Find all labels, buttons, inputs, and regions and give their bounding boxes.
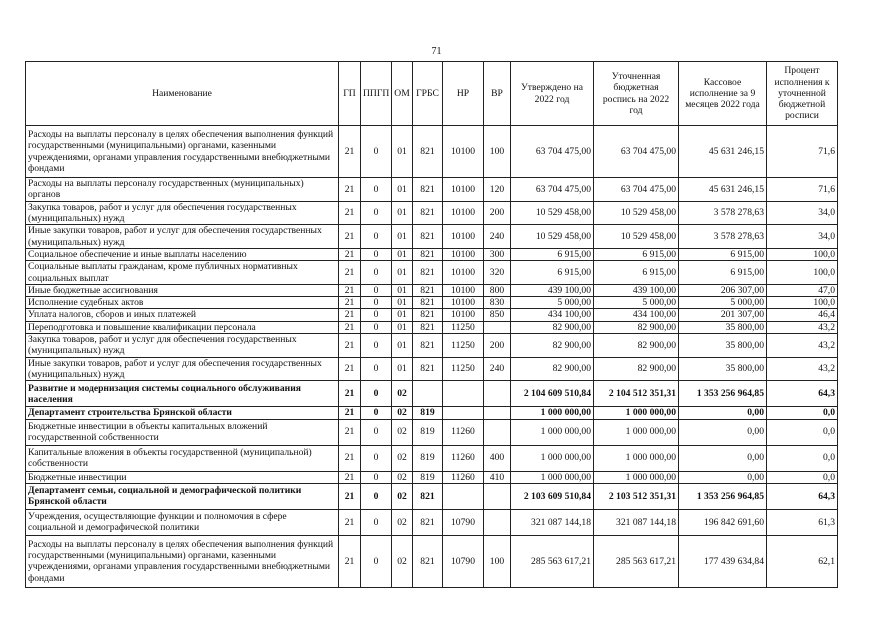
cell-name: Закупка товаров, работ и услуг для обеспечения государственных (муниципальных) нужд bbox=[26, 334, 339, 358]
cell-grbs: 819 bbox=[413, 419, 443, 445]
cell-name: Переподготовка и повышение квалификации персонала bbox=[26, 321, 339, 333]
cell-vr bbox=[484, 321, 511, 333]
table-row bbox=[26, 509, 838, 535]
cell-ppgp: 0 bbox=[361, 261, 392, 285]
cell-gp: 21 bbox=[339, 419, 361, 445]
table-row bbox=[26, 178, 838, 202]
cell-grbs: 821 bbox=[413, 201, 443, 225]
cell-ppgp: 0 bbox=[361, 445, 392, 471]
cell-grbs: 821 bbox=[413, 509, 443, 535]
cell-vr bbox=[484, 407, 511, 419]
cell-name: Иные закупки товаров, работ и услуг для обеспечения государственных (муниципальных) нужд bbox=[26, 357, 339, 381]
cell-refined: 285 563 617,21 bbox=[594, 535, 679, 587]
cell-np: 11260 bbox=[443, 471, 484, 483]
cell-np: 11250 bbox=[443, 334, 484, 358]
budget-execution-table bbox=[25, 61, 838, 588]
table-row bbox=[26, 248, 838, 260]
cell-refined: 82 900,00 bbox=[594, 357, 679, 381]
cell-approved: 1 000 000,00 bbox=[511, 407, 594, 419]
cell-ppgp: 0 bbox=[361, 225, 392, 249]
cell-np: 11260 bbox=[443, 419, 484, 445]
cell-ppgp: 0 bbox=[361, 284, 392, 296]
cell-ppgp: 0 bbox=[361, 334, 392, 358]
cell-np: 10790 bbox=[443, 535, 484, 587]
cell-vr: 800 bbox=[484, 284, 511, 296]
cell-refined: 1 000 000,00 bbox=[594, 445, 679, 471]
cell-ppgp: 0 bbox=[361, 407, 392, 419]
cell-np: 10100 bbox=[443, 261, 484, 285]
cell-approved: 82 900,00 bbox=[511, 321, 594, 333]
cell-name: Расходы на выплаты персоналу в целях обеспечения выполнения функций государственными (муниципальными) органами, казенными учреждениями, органами управления государственными внебюджетными фондами bbox=[26, 126, 339, 178]
cell-name: Исполнение судебных актов bbox=[26, 297, 339, 309]
cell-cash: 35 800,00 bbox=[679, 321, 767, 333]
cell-cash: 0,00 bbox=[679, 471, 767, 483]
cell-cash: 206 307,00 bbox=[679, 284, 767, 296]
cell-gp: 21 bbox=[339, 407, 361, 419]
cell-approved: 285 563 617,21 bbox=[511, 535, 594, 587]
cell-percent: 64,3 bbox=[767, 483, 838, 509]
cell-approved: 6 915,00 bbox=[511, 261, 594, 285]
cell-percent: 100,0 bbox=[767, 297, 838, 309]
cell-cash: 1 353 256 964,85 bbox=[679, 381, 767, 407]
cell-percent: 34,0 bbox=[767, 201, 838, 225]
cell-gp: 21 bbox=[339, 445, 361, 471]
cell-grbs: 821 bbox=[413, 483, 443, 509]
cell-refined: 439 100,00 bbox=[594, 284, 679, 296]
cell-cash: 0,00 bbox=[679, 419, 767, 445]
header-om: ОМ bbox=[392, 62, 413, 126]
cell-cash: 0,00 bbox=[679, 445, 767, 471]
cell-percent: 100,0 bbox=[767, 261, 838, 285]
cell-gp: 21 bbox=[339, 471, 361, 483]
cell-np: 10100 bbox=[443, 297, 484, 309]
header-gp: ГП bbox=[339, 62, 361, 126]
header-grbs: ГРБС bbox=[413, 62, 443, 126]
cell-gp: 21 bbox=[339, 535, 361, 587]
cell-approved: 434 100,00 bbox=[511, 309, 594, 321]
cell-gp: 21 bbox=[339, 381, 361, 407]
cell-percent: 71,6 bbox=[767, 178, 838, 202]
cell-om: 01 bbox=[392, 225, 413, 249]
table-row bbox=[26, 225, 838, 249]
table-row bbox=[26, 535, 838, 587]
cell-refined: 82 900,00 bbox=[594, 334, 679, 358]
cell-np: 11250 bbox=[443, 321, 484, 333]
header-refined: Уточненная бюджетная роспись на 2022 год bbox=[594, 62, 679, 126]
cell-cash: 177 439 634,84 bbox=[679, 535, 767, 587]
cell-name: Закупка товаров, работ и услуг для обеспечения государственных (муниципальных) нужд bbox=[26, 201, 339, 225]
cell-grbs: 821 bbox=[413, 334, 443, 358]
cell-name: Социальные выплаты гражданам, кроме публичных нормативных социальных выплат bbox=[26, 261, 339, 285]
cell-np: 10790 bbox=[443, 509, 484, 535]
cell-refined: 5 000,00 bbox=[594, 297, 679, 309]
cell-approved: 321 087 144,18 bbox=[511, 509, 594, 535]
cell-percent: 0,0 bbox=[767, 471, 838, 483]
cell-om: 02 bbox=[392, 407, 413, 419]
cell-ppgp: 0 bbox=[361, 126, 392, 178]
cell-refined: 1 000 000,00 bbox=[594, 471, 679, 483]
cell-om: 01 bbox=[392, 321, 413, 333]
cell-name: Бюджетные инвестиции bbox=[26, 471, 339, 483]
header-np: НР bbox=[443, 62, 484, 126]
cell-om: 02 bbox=[392, 483, 413, 509]
cell-percent: 0,0 bbox=[767, 445, 838, 471]
cell-gp: 21 bbox=[339, 334, 361, 358]
cell-ppgp: 0 bbox=[361, 381, 392, 407]
cell-ppgp: 0 bbox=[361, 471, 392, 483]
page-number: 71 bbox=[431, 46, 442, 57]
cell-cash: 35 800,00 bbox=[679, 334, 767, 358]
cell-ppgp: 0 bbox=[361, 297, 392, 309]
header-vr: ВР bbox=[484, 62, 511, 126]
table-row bbox=[26, 334, 838, 358]
cell-name: Уплата налогов, сборов и иных платежей bbox=[26, 309, 339, 321]
cell-grbs: 821 bbox=[413, 126, 443, 178]
cell-vr: 120 bbox=[484, 178, 511, 202]
cell-grbs: 819 bbox=[413, 445, 443, 471]
cell-om: 01 bbox=[392, 297, 413, 309]
cell-np bbox=[443, 407, 484, 419]
cell-grbs: 821 bbox=[413, 309, 443, 321]
cell-refined: 63 704 475,00 bbox=[594, 126, 679, 178]
cell-percent: 43,2 bbox=[767, 357, 838, 381]
cell-grbs: 819 bbox=[413, 407, 443, 419]
cell-approved: 82 900,00 bbox=[511, 334, 594, 358]
cell-percent: 62,1 bbox=[767, 535, 838, 587]
cell-cash: 45 631 246,15 bbox=[679, 178, 767, 202]
cell-refined: 1 000 000,00 bbox=[594, 407, 679, 419]
cell-refined: 82 900,00 bbox=[594, 321, 679, 333]
cell-gp: 21 bbox=[339, 126, 361, 178]
cell-percent: 46,4 bbox=[767, 309, 838, 321]
cell-name: Развитие и модернизация системы социального обслуживания населения bbox=[26, 381, 339, 407]
cell-vr: 100 bbox=[484, 535, 511, 587]
cell-approved: 10 529 458,00 bbox=[511, 225, 594, 249]
cell-name: Иные бюджетные ассигнования bbox=[26, 284, 339, 296]
cell-gp: 21 bbox=[339, 357, 361, 381]
cell-om: 02 bbox=[392, 419, 413, 445]
cell-gp: 21 bbox=[339, 201, 361, 225]
cell-approved: 82 900,00 bbox=[511, 357, 594, 381]
table-row bbox=[26, 321, 838, 333]
cell-cash: 5 000,00 bbox=[679, 297, 767, 309]
cell-name: Расходы на выплаты персоналу в целях обеспечения выполнения функций государственными (муниципальными) органами, казенными учреждениями, органами управления государственными внебюджетными фондами bbox=[26, 535, 339, 587]
cell-om: 02 bbox=[392, 445, 413, 471]
cell-ppgp: 0 bbox=[361, 357, 392, 381]
cell-cash: 6 915,00 bbox=[679, 248, 767, 260]
cell-om: 02 bbox=[392, 381, 413, 407]
cell-cash: 3 578 278,63 bbox=[679, 225, 767, 249]
cell-om: 01 bbox=[392, 248, 413, 260]
cell-gp: 21 bbox=[339, 483, 361, 509]
cell-np: 10100 bbox=[443, 201, 484, 225]
cell-om: 01 bbox=[392, 309, 413, 321]
cell-approved: 1 000 000,00 bbox=[511, 471, 594, 483]
cell-grbs: 821 bbox=[413, 284, 443, 296]
cell-cash: 1 353 256 964,85 bbox=[679, 483, 767, 509]
cell-refined: 434 100,00 bbox=[594, 309, 679, 321]
cell-vr bbox=[484, 419, 511, 445]
cell-percent: 0,0 bbox=[767, 407, 838, 419]
cell-om: 02 bbox=[392, 535, 413, 587]
cell-percent: 43,2 bbox=[767, 334, 838, 358]
cell-np: 10100 bbox=[443, 225, 484, 249]
cell-ppgp: 0 bbox=[361, 201, 392, 225]
cell-ppgp: 0 bbox=[361, 419, 392, 445]
cell-gp: 21 bbox=[339, 309, 361, 321]
cell-gp: 21 bbox=[339, 178, 361, 202]
cell-np bbox=[443, 381, 484, 407]
cell-approved: 2 103 609 510,84 bbox=[511, 483, 594, 509]
cell-vr: 320 bbox=[484, 261, 511, 285]
cell-ppgp: 0 bbox=[361, 483, 392, 509]
cell-percent: 43,2 bbox=[767, 321, 838, 333]
table-row bbox=[26, 471, 838, 483]
cell-cash: 0,00 bbox=[679, 407, 767, 419]
header-cash: Кассовое исполнение за 9 месяцев 2022 года bbox=[679, 62, 767, 126]
cell-refined: 6 915,00 bbox=[594, 261, 679, 285]
table-row bbox=[26, 445, 838, 471]
cell-gp: 21 bbox=[339, 297, 361, 309]
cell-percent: 100,0 bbox=[767, 248, 838, 260]
cell-np bbox=[443, 483, 484, 509]
cell-grbs: 821 bbox=[413, 178, 443, 202]
cell-percent: 47,0 bbox=[767, 284, 838, 296]
cell-np: 10100 bbox=[443, 126, 484, 178]
cell-vr: 240 bbox=[484, 357, 511, 381]
cell-np: 11250 bbox=[443, 357, 484, 381]
cell-vr bbox=[484, 509, 511, 535]
cell-gp: 21 bbox=[339, 284, 361, 296]
cell-refined: 321 087 144,18 bbox=[594, 509, 679, 535]
cell-approved: 1 000 000,00 bbox=[511, 419, 594, 445]
cell-cash: 201 307,00 bbox=[679, 309, 767, 321]
cell-vr: 200 bbox=[484, 334, 511, 358]
cell-grbs: 821 bbox=[413, 225, 443, 249]
cell-np: 10100 bbox=[443, 309, 484, 321]
cell-grbs: 821 bbox=[413, 321, 443, 333]
cell-cash: 196 842 691,60 bbox=[679, 509, 767, 535]
cell-approved: 2 104 609 510,84 bbox=[511, 381, 594, 407]
cell-grbs: 819 bbox=[413, 471, 443, 483]
table-row bbox=[26, 261, 838, 285]
cell-grbs: 821 bbox=[413, 535, 443, 587]
cell-name: Иные закупки товаров, работ и услуг для обеспечения государственных (муниципальных) нужд bbox=[26, 225, 339, 249]
cell-np: 10100 bbox=[443, 248, 484, 260]
cell-gp: 21 bbox=[339, 261, 361, 285]
cell-om: 02 bbox=[392, 509, 413, 535]
header-name: Наименование bbox=[26, 62, 339, 126]
cell-grbs: 821 bbox=[413, 261, 443, 285]
cell-gp: 21 bbox=[339, 509, 361, 535]
cell-refined: 6 915,00 bbox=[594, 248, 679, 260]
header-approved: Утверждено на 2022 год bbox=[511, 62, 594, 126]
cell-name: Учреждения, осуществляющие функции и полномочия в сфере социальной и демографической политики bbox=[26, 509, 339, 535]
table-row bbox=[26, 483, 838, 509]
cell-name: Капитальные вложения в объекты государственной (муниципальной) собственности bbox=[26, 445, 339, 471]
cell-approved: 10 529 458,00 bbox=[511, 201, 594, 225]
cell-vr: 410 bbox=[484, 471, 511, 483]
cell-ppgp: 0 bbox=[361, 509, 392, 535]
cell-name: Департамент строительства Брянской области bbox=[26, 407, 339, 419]
cell-approved: 439 100,00 bbox=[511, 284, 594, 296]
cell-refined: 2 103 512 351,31 bbox=[594, 483, 679, 509]
cell-name: Бюджетные инвестиции в объекты капитальных вложений государственной собственности bbox=[26, 419, 339, 445]
cell-gp: 21 bbox=[339, 248, 361, 260]
cell-om: 01 bbox=[392, 357, 413, 381]
header-ppgp: ППГП bbox=[361, 62, 392, 126]
cell-vr: 100 bbox=[484, 126, 511, 178]
cell-cash: 6 915,00 bbox=[679, 261, 767, 285]
cell-refined: 2 104 512 351,31 bbox=[594, 381, 679, 407]
header-percent: Процент исполнения к уточненной бюджетной росписи bbox=[767, 62, 838, 126]
cell-ppgp: 0 bbox=[361, 535, 392, 587]
cell-vr: 830 bbox=[484, 297, 511, 309]
cell-cash: 35 800,00 bbox=[679, 357, 767, 381]
cell-refined: 10 529 458,00 bbox=[594, 225, 679, 249]
cell-name: Расходы на выплаты персоналу государственных (муниципальных) органов bbox=[26, 178, 339, 202]
cell-refined: 63 704 475,00 bbox=[594, 178, 679, 202]
cell-ppgp: 0 bbox=[361, 321, 392, 333]
cell-vr: 200 bbox=[484, 201, 511, 225]
cell-ppgp: 0 bbox=[361, 248, 392, 260]
cell-grbs: 821 bbox=[413, 248, 443, 260]
cell-percent: 64,3 bbox=[767, 381, 838, 407]
table-row bbox=[26, 201, 838, 225]
cell-om: 01 bbox=[392, 284, 413, 296]
cell-gp: 21 bbox=[339, 225, 361, 249]
table-row bbox=[26, 126, 838, 178]
cell-om: 01 bbox=[392, 261, 413, 285]
cell-np: 11260 bbox=[443, 445, 484, 471]
cell-approved: 63 704 475,00 bbox=[511, 178, 594, 202]
cell-percent: 61,3 bbox=[767, 509, 838, 535]
cell-vr: 300 bbox=[484, 248, 511, 260]
cell-name: Департамент семьи, социальной и демографической политики Брянской области bbox=[26, 483, 339, 509]
cell-gp: 21 bbox=[339, 321, 361, 333]
table-row bbox=[26, 297, 838, 309]
cell-approved: 1 000 000,00 bbox=[511, 445, 594, 471]
table-row bbox=[26, 284, 838, 296]
cell-percent: 34,0 bbox=[767, 225, 838, 249]
table-row bbox=[26, 357, 838, 381]
cell-refined: 10 529 458,00 bbox=[594, 201, 679, 225]
cell-grbs bbox=[413, 381, 443, 407]
cell-approved: 63 704 475,00 bbox=[511, 126, 594, 178]
cell-ppgp: 0 bbox=[361, 178, 392, 202]
cell-percent: 71,6 bbox=[767, 126, 838, 178]
cell-om: 01 bbox=[392, 334, 413, 358]
table-row bbox=[26, 381, 838, 407]
cell-vr bbox=[484, 483, 511, 509]
cell-refined: 1 000 000,00 bbox=[594, 419, 679, 445]
cell-grbs: 821 bbox=[413, 297, 443, 309]
cell-approved: 5 000,00 bbox=[511, 297, 594, 309]
table-row bbox=[26, 407, 838, 419]
cell-vr: 240 bbox=[484, 225, 511, 249]
cell-om: 02 bbox=[392, 471, 413, 483]
cell-cash: 45 631 246,15 bbox=[679, 126, 767, 178]
cell-percent: 0,0 bbox=[767, 419, 838, 445]
table-header-row bbox=[26, 62, 838, 126]
cell-np: 10100 bbox=[443, 178, 484, 202]
table-row bbox=[26, 419, 838, 445]
table-body bbox=[26, 126, 838, 588]
cell-name: Социальное обеспечение и иные выплаты населению bbox=[26, 248, 339, 260]
cell-approved: 6 915,00 bbox=[511, 248, 594, 260]
cell-vr bbox=[484, 381, 511, 407]
cell-om: 01 bbox=[392, 126, 413, 178]
cell-cash: 3 578 278,63 bbox=[679, 201, 767, 225]
cell-om: 01 bbox=[392, 178, 413, 202]
cell-ppgp: 0 bbox=[361, 309, 392, 321]
table-row bbox=[26, 309, 838, 321]
cell-grbs: 821 bbox=[413, 357, 443, 381]
cell-om: 01 bbox=[392, 201, 413, 225]
cell-vr: 850 bbox=[484, 309, 511, 321]
cell-vr: 400 bbox=[484, 445, 511, 471]
cell-np: 10100 bbox=[443, 284, 484, 296]
